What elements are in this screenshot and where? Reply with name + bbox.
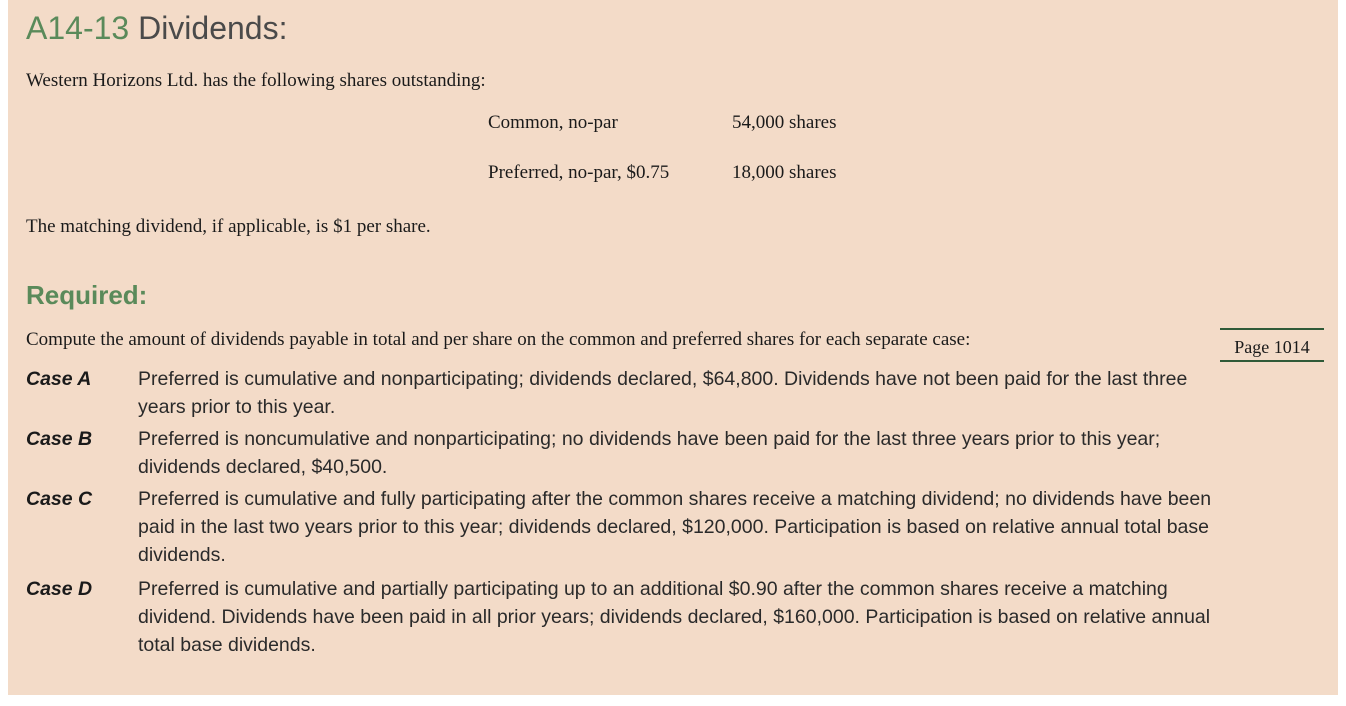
share-value: 54,000 shares [732, 112, 837, 133]
matching-dividend-note: The matching dividend, if applicable, is $1 per share. [26, 216, 431, 237]
problem-title [26, 10, 287, 47]
case-text: Preferred is cumulative and partially participating up to an additional $0.90 after the common shares receive a matching dividend. Dividends have been paid in all prior years; dividends declared, $160,000. Participation is based on relative annual total base dividends. [138, 578, 1211, 656]
share-value: 18,000 shares [732, 162, 837, 183]
share-row-common [488, 112, 836, 134]
case-text: Preferred is noncumulative and nonparticipating; no dividends have been paid for the last three years prior to this year; dividends declared, $40,500. [138, 428, 1161, 478]
required-instruction: Compute the amount of dividends payable in total and per share on the common and preferred shares for each separate case: [26, 329, 971, 350]
case-label: Case D [26, 578, 93, 600]
case-label: Case A [26, 368, 92, 390]
problem-number: A14-13 [26, 10, 130, 46]
problem-name: Dividends: [138, 10, 288, 46]
case-label: Case C [26, 488, 93, 510]
share-label: Common, no-par [488, 112, 618, 133]
share-label: Preferred, no-par, $0.75 [488, 162, 670, 183]
page-marker: Page 1014 [1220, 328, 1324, 362]
intro-text: Western Horizons Ltd. has the following shares outstanding: [26, 70, 486, 91]
share-row-preferred [488, 162, 836, 184]
required-heading: Required: [26, 280, 148, 310]
case-text: Preferred is cumulative and fully participating after the common shares receive a matching dividend; no dividends have been paid in the last two years prior to this year; dividends declared, $120,000. Participation is based on relative annual total base dividends. [138, 488, 1212, 566]
case-text: Preferred is cumulative and nonparticipating; dividends declared, $64,800. Dividends have not been paid for the last three years prior to this year. [138, 368, 1188, 418]
case-label: Case B [26, 428, 93, 450]
problem-panel [8, 0, 1338, 695]
